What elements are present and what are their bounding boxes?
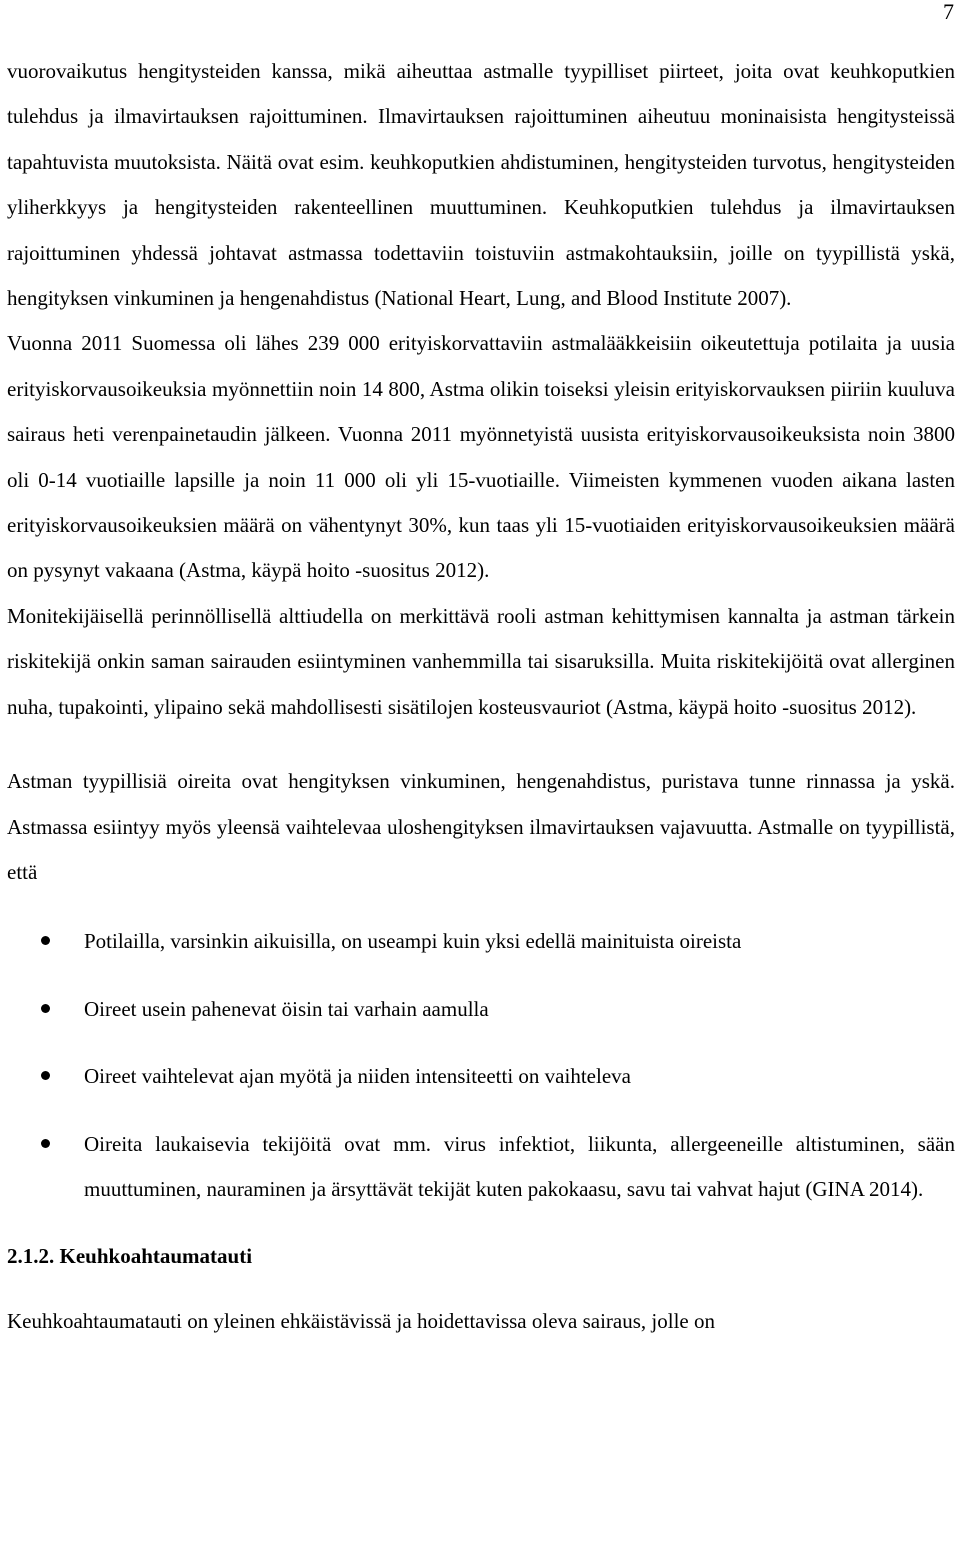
list-item-text: Potilailla, varsinkin aikuisilla, on useampi kuin yksi edellä mainituista oireista bbox=[84, 929, 742, 954]
bullet-icon bbox=[41, 1004, 50, 1013]
paragraph-asthma-statistics: Vuonna 2011 Suomessa oli lähes 239 000 erityiskorvattaviin astmalääkkeisiin oikeutettuja potilaita ja uusia erityiskorvausoikeuksia myönnettiin noin 14 800, Astma olikin toiseksi yleisin erityiskorvauksen piiriin kuuluva sairaus heti verenpainetaudin jälkeen. Vuonna 2011 myönnetyistä uusista erityiskorvausoikeuksista noin 3800 oli 0-14 vuotiaille lapsille ja noin 11 000 oli yli 15-vuotiaille. Viimeisten kymmenen vuoden aikana lasten erityiskorvausoikeuksien määrä on vähentynyt 30%, kun taas yli 15-vuotiaiden erityiskorvausoikeuksien määrä on pysynyt vakaana (Astma, käypä hoito -suositus 2012). bbox=[7, 331, 955, 583]
bullet-icon bbox=[41, 1071, 50, 1080]
document-body bbox=[7, 49, 955, 1345]
bullet-icon bbox=[41, 936, 50, 945]
list-item bbox=[7, 987, 955, 1032]
page-number: 7 bbox=[943, 0, 954, 24]
list-item bbox=[7, 1122, 955, 1213]
list-item-text: Oireet vaihtelevat ajan myötä ja niiden intensiteetti on vaihteleva bbox=[84, 1064, 631, 1089]
list-item-text: Oireet usein pahenevat öisin tai varhain aamulla bbox=[84, 996, 489, 1021]
paragraph-asthma-mechanism: vuorovaikutus hengitysteiden kanssa, mikä aiheuttaa astmalle tyypilliset piirteet, joita ovat keuhkoputkien tulehdus ja ilmavirtauksen rajoittuminen. Ilmavirtauksen rajoittuminen aiheutuu moninaisista hengitysteissä tapahtuvista muutoksista. Näitä ovat esim. keuhkoputkien ahdistuminen, hengitysteiden turvotus, hengitysteiden yliherkkyys ja hengitysteiden rakenteellinen muuttuminen. Keuhkoputkien tulehdus ja ilmavirtauksen rajoittuminen yhdessä johtavat astmassa todettaviin toistuviin astmakohtauksiin, joille on tyypillistä yskä, hengityksen vinkuminen ja hengenahdistus (National Heart, Lung, and Blood Institute 2007). bbox=[7, 59, 955, 311]
paragraph-risk-factors: Monitekijäisellä perinnöllisellä alttiudella on merkittävä rooli astman kehittymisen kannalta ja astman tärkein riskitekijä onkin saman sairauden esiintyminen vanhemmilla tai sisaruksilla. Muita riskitekijöitä ovat allerginen nuha, tupakointi, ylipaino sekä mahdollisesti sisätilojen kosteusvauriot (Astma, käypä hoito -suositus 2012). bbox=[7, 603, 955, 719]
paragraph-symptoms-intro: Astman tyypillisiä oireita ovat hengityksen vinkuminen, hengenahdistus, puristava tunne rinnassa ja yskä. Astmassa esiintyy myös yleensä vaihtelevaa uloshengityksen ilmavirtauksen vajavuutta. Astmalle on tyypillistä, että bbox=[7, 769, 955, 884]
list-item bbox=[7, 1054, 955, 1099]
section-heading: 2.1.2. Keuhkoahtaumatauti bbox=[7, 1244, 253, 1269]
bullet-icon bbox=[41, 1139, 50, 1148]
symptom-list bbox=[7, 919, 955, 1212]
list-item bbox=[7, 919, 955, 964]
list-item-text: Oireita laukaisevia tekijöitä ovat mm. virus infektiot, liikunta, allergeeneille altistuminen, sään muuttuminen, nauraminen ja ärsyttävät tekijät kuten pakokaasu, savu tai vahvat hajut (GINA 2014). bbox=[84, 1131, 955, 1201]
paragraph-copd-intro: Keuhkoahtaumatauti on yleinen ehkäistävissä ja hoidettavissa oleva sairaus, jolle on bbox=[7, 1309, 715, 1334]
